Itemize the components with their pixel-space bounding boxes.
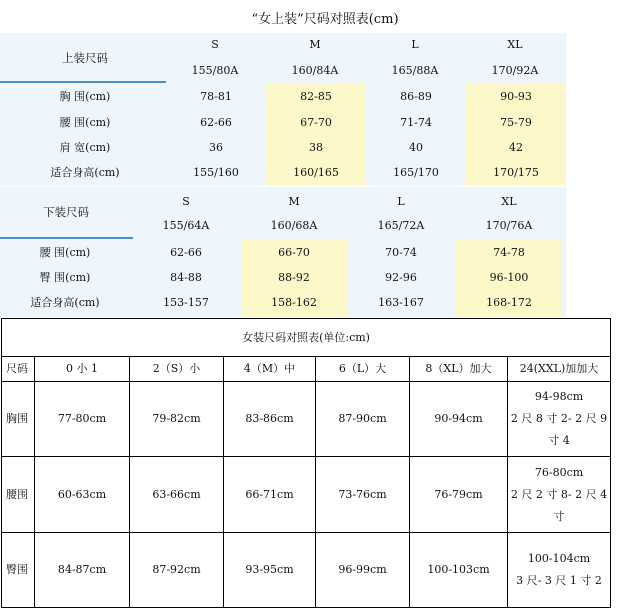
top-row-value: 90-93 bbox=[500, 90, 532, 103]
size-chart-table bbox=[1, 318, 611, 608]
top-row-value: 165/170 bbox=[393, 166, 439, 179]
table-cell: 93-95cm bbox=[224, 532, 316, 607]
top-row-value: 38 bbox=[309, 141, 323, 154]
cell-line: 94-98cm bbox=[534, 390, 584, 404]
top-row-value: 71-74 bbox=[400, 116, 432, 129]
top-size-xl: XL bbox=[507, 38, 523, 51]
bottom-row-value: 88-92 bbox=[278, 271, 310, 284]
table-cell: 66-71cm bbox=[224, 457, 316, 532]
table-cell: 63-66cm bbox=[130, 457, 224, 532]
bottom-row-value: 74-78 bbox=[493, 246, 525, 259]
bottom-row-value: 92-96 bbox=[385, 271, 417, 284]
bottom-row-value: 66-70 bbox=[278, 246, 310, 259]
table-header: 4（M）中 bbox=[224, 357, 316, 382]
bottom-sub-s: 155/64A bbox=[162, 219, 210, 232]
cell-line: 2 尺 8 寸 2- 2 尺 9 bbox=[510, 412, 608, 426]
top-row-value: 160/165 bbox=[293, 166, 339, 179]
bottom-row-value: 70-74 bbox=[385, 246, 417, 259]
table-cell: 84-87cm bbox=[35, 532, 130, 607]
bottom-size-m: M bbox=[288, 195, 300, 208]
table-header: 0 小 1 bbox=[35, 357, 130, 382]
table-cell: 90-94cm bbox=[410, 382, 508, 457]
page-title: “女上装”尺码对照表(cm) bbox=[251, 12, 399, 27]
top-row-label: 胸 围(cm) bbox=[59, 90, 111, 103]
top-row-value: 67-70 bbox=[300, 116, 332, 129]
top-row-label: 适合身高(cm) bbox=[50, 166, 120, 179]
table-cell: 87-90cm bbox=[316, 382, 410, 457]
table-title: 女装尺码对照表(单位:cm) bbox=[2, 319, 611, 357]
bottom-row-value: 153-157 bbox=[163, 296, 209, 309]
table-cell-multiline bbox=[508, 532, 611, 607]
top-row-value: 82-85 bbox=[300, 90, 332, 103]
top-row-value: 36 bbox=[209, 141, 223, 154]
table-cell-multiline bbox=[508, 382, 611, 457]
table-cell: 77-80cm bbox=[35, 382, 130, 457]
cell-line: 76-80cm bbox=[534, 465, 584, 479]
cell-line: 2 尺 2 寸 8- 2 尺 4 bbox=[510, 487, 608, 501]
bottom-row-value: 96-100 bbox=[489, 271, 529, 284]
table-header: 8（XL）加大 bbox=[410, 357, 508, 382]
bottom-size-l: L bbox=[397, 195, 405, 208]
table-cell: 87-92cm bbox=[130, 532, 224, 607]
bottom-row-value: 168-172 bbox=[486, 296, 532, 309]
bottom-row-label: 腰 围(cm) bbox=[39, 246, 91, 259]
table-header: 6（L）大 bbox=[316, 357, 410, 382]
top-row-value: 86-89 bbox=[400, 90, 432, 103]
bottom-header-divider bbox=[0, 237, 133, 239]
top-sub-m: 160/84A bbox=[291, 64, 339, 77]
table-cell: 60-63cm bbox=[35, 457, 130, 532]
bottom-row-value: 62-66 bbox=[170, 246, 202, 259]
table-cell: 76-79cm bbox=[410, 457, 508, 532]
cell-line: 100-104cm bbox=[527, 551, 591, 565]
bottom-row-label: 适合身高(cm) bbox=[30, 296, 100, 309]
table-row bbox=[2, 457, 611, 532]
table-cell: 79-82cm bbox=[130, 382, 224, 457]
top-row-label: 腰 围(cm) bbox=[59, 116, 111, 129]
top-row-label: 肩 宽(cm) bbox=[59, 141, 111, 154]
top-size-s: S bbox=[211, 38, 219, 51]
top-sub-s: 155/80A bbox=[191, 64, 239, 77]
table-cell: 83-86cm bbox=[224, 382, 316, 457]
top-size-l: L bbox=[411, 38, 419, 51]
top-header-divider bbox=[0, 81, 166, 83]
top-row-value: 40 bbox=[409, 141, 423, 154]
table-header: 尺码 bbox=[2, 357, 35, 382]
top-sub-l: 165/88A bbox=[391, 64, 439, 77]
top-row-value: 75-79 bbox=[500, 116, 532, 129]
table-cell: 73-76cm bbox=[316, 457, 410, 532]
table-cell-multiline bbox=[508, 457, 611, 532]
bottom-size-xl: XL bbox=[501, 195, 517, 208]
bottom-sub-m: 160/68A bbox=[270, 219, 318, 232]
top-sub-xl: 170/92A bbox=[491, 64, 539, 77]
top-header-label: 上装尺码 bbox=[62, 51, 108, 65]
table-row bbox=[2, 382, 611, 457]
bottom-row-value: 163-167 bbox=[378, 296, 424, 309]
top-row-value: 78-81 bbox=[200, 90, 232, 103]
table-cell: 96-99cm bbox=[316, 532, 410, 607]
top-size-m: M bbox=[309, 38, 321, 51]
cell-line: 寸 4 bbox=[548, 434, 570, 448]
bottom-size-s: S bbox=[182, 195, 190, 208]
bottom-sub-l: 165/72A bbox=[377, 219, 425, 232]
row-label: 胸围 bbox=[2, 382, 35, 457]
top-row-value: 170/175 bbox=[493, 166, 539, 179]
cell-line: 3 尺- 3 尺 1 寸 2 bbox=[516, 573, 602, 587]
bottom-row-value: 84-88 bbox=[170, 271, 202, 284]
table-row bbox=[2, 532, 611, 607]
bottom-sub-xl: 170/76A bbox=[485, 219, 533, 232]
top-row-value: 155/160 bbox=[193, 166, 239, 179]
top-row-value: 62-66 bbox=[200, 116, 232, 129]
table-header: 24(XXL)加加大 bbox=[508, 357, 611, 382]
row-label: 腰围 bbox=[2, 457, 35, 532]
cell-line: 寸 bbox=[553, 509, 565, 523]
table-cell: 100-103cm bbox=[410, 532, 508, 607]
row-label: 臀围 bbox=[2, 532, 35, 607]
table-header-row bbox=[2, 357, 611, 382]
top-row-value: 42 bbox=[509, 141, 523, 154]
bottom-row-value: 158-162 bbox=[271, 296, 317, 309]
bottom-row-label: 臀 围(cm) bbox=[39, 271, 91, 284]
table-header: 2（S）小 bbox=[130, 357, 224, 382]
bottom-header-label: 下装尺码 bbox=[43, 205, 89, 219]
